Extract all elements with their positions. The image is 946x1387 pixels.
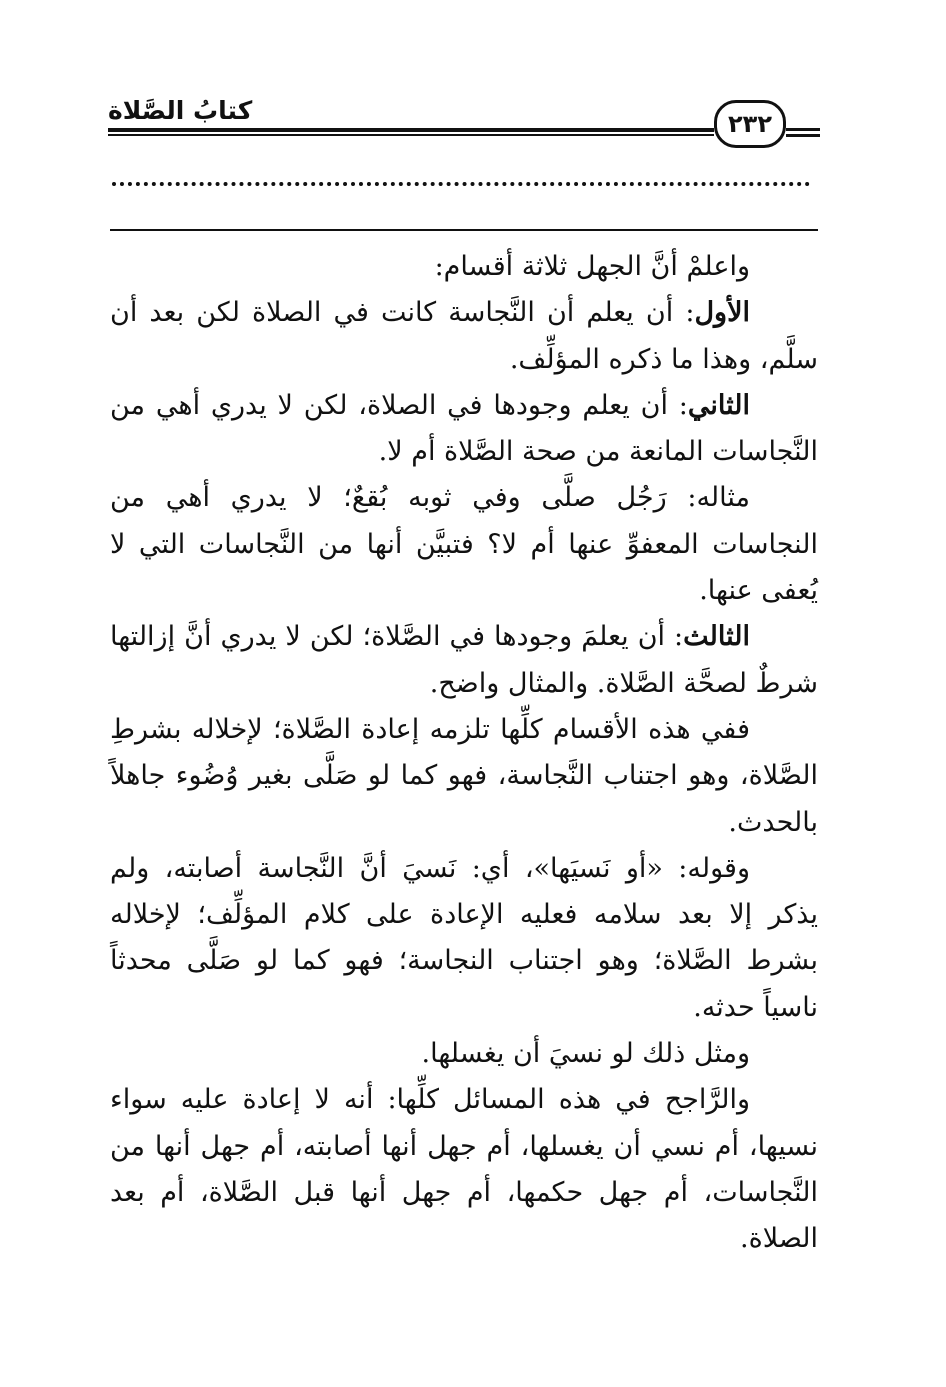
paragraph-text: : أن يعلم وجودها في الصلاة، لكن لا يدري أهي من النَّجاسات المانعة من صحة الصَّلاة أم لا.	[110, 389, 818, 468]
paragraph-text: مثاله: رَجُل صلَّى وفي ثوبه بُقعٌ؛ لا يدري أهي من النجاسات المعفوِّ عنها أم لا؟ فتبيَّن أنها من النَّجاسات التي لا يُعفى عنها.	[110, 482, 818, 607]
paragraph-preferred-view	[110, 1077, 818, 1262]
paragraph-intro	[110, 244, 818, 290]
paragraph-first-section	[110, 290, 818, 383]
page-number: ٢٣٢	[714, 100, 786, 148]
paragraph-forgetting	[110, 846, 818, 1031]
paragraph-ruling	[110, 707, 818, 846]
paragraph-text: : أن يعلمَ وجودها في الصَّلاة؛ لكن لا يدري أنَّ إزالتها شرطٌ لصحَّة الصَّلاة. والمثال واضح.	[110, 621, 818, 699]
paragraph-text: والرَّاجح في هذه المسائل كلِّها: أنه لا إعادة عليه سواء نسيها، أم نسي أن يغسلها، أم جهل أنها أصابته، أم جهل أنها من النَّجاسات، أم جهل حكمها، أم جهل أنها قبل الصَّلاة، أم بعد الصلاة.	[110, 1084, 818, 1255]
header-rule-right	[786, 128, 820, 131]
paragraph-example	[110, 475, 818, 614]
paragraph-third-section	[110, 614, 818, 707]
body-text	[110, 244, 818, 1263]
header-rule-thin	[108, 134, 714, 136]
section-lead: الثالث	[683, 621, 750, 653]
section-lead: الثاني	[687, 389, 750, 421]
book-title: كتابُ الصَّلاة	[108, 96, 253, 125]
content-rule	[110, 229, 818, 231]
dotted-divider	[112, 182, 810, 186]
running-header	[108, 88, 820, 158]
paragraph-text: ففي هذه الأقسام كلِّها تلزمه إعادة الصَّلاة؛ لإخلاله بشرطِ الصَّلاة، وهو اجتناب النَّجاسة، فهو كما لو صَلَّى بغير وُضُوء جاهلاً بالحدث.	[110, 713, 818, 838]
paragraph-text: ومثل ذلك لو نسيَ أن يغسلها.	[421, 1038, 750, 1070]
paragraph-similar	[110, 1031, 818, 1077]
section-lead: الأول	[694, 297, 750, 329]
paragraph-text: وقوله: «أو نَسيَها»، أي: نَسيَ أنَّ النَّجاسة أصابته، ولم يذكر إلا بعد سلامه فعليه الإعادة على كلام المؤلِّف؛ لإخلاله بشرط الصَّلاة؛ وهو اجتناب النجاسة؛ فهو كما لو صَلَّى محدثاً ناسياً حدثه.	[110, 852, 818, 1023]
paragraph-text: واعلمْ أنَّ الجهل ثلاثة أقسام:	[434, 251, 750, 282]
header-rule-right-lower	[786, 134, 820, 137]
header-rule-thick	[108, 128, 714, 132]
paragraph-text: : أن يعلم أن النَّجاسة كانت في الصلاة لكن بعد أن سلَّم، وهذا ما ذكره المؤلِّف.	[110, 297, 818, 375]
paragraph-second-section	[110, 383, 818, 476]
